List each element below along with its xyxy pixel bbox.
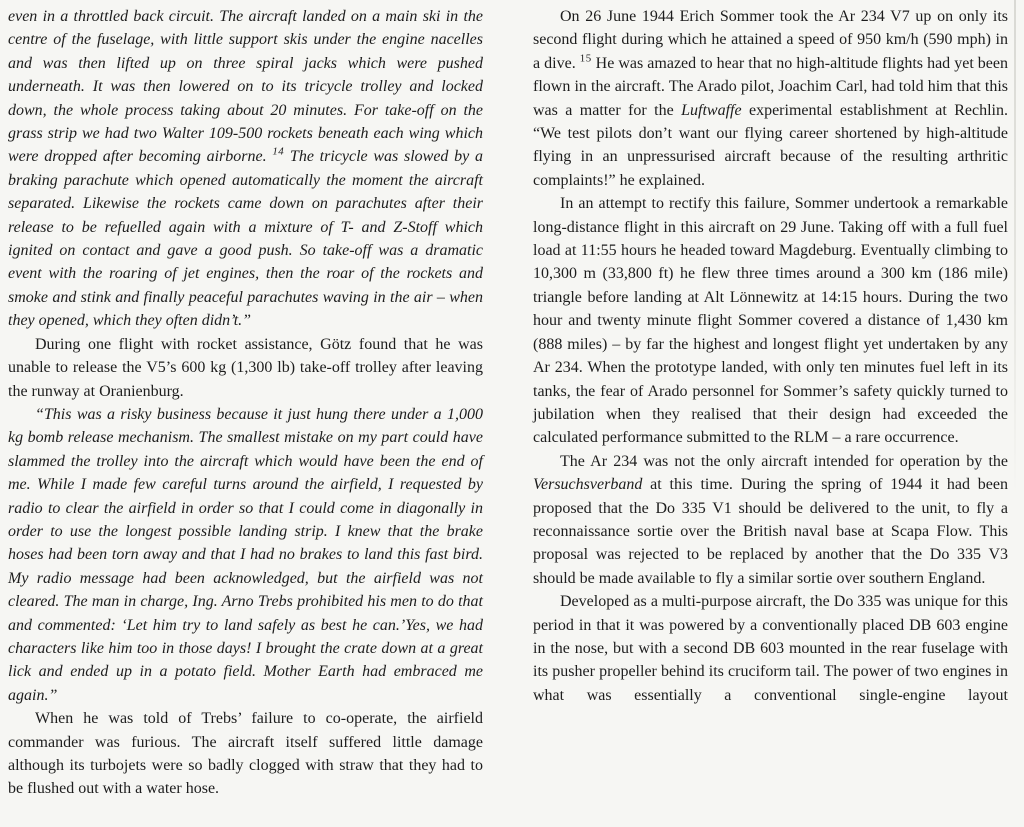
text-run: The tricycle was slowed by a braking parachute which opened automatically the moment the aircraft separated. Likewise the rockets came down on parachutes after their release to be refuelled again with a mixture of T- and Z-Stoff which ignited on contact and gave a good push. So take-off was a dramatic event with the roaring of jet engines, then the roar of the rockets and smoke and stink and finally peaceful parachutes waving in the air – when they opened, which they often didn’t.” bbox=[8, 148, 483, 330]
text-run: Luftwaffe bbox=[681, 101, 742, 119]
text-run: On 26 June 1944 Erich Sommer took the Ar 234 V7 up on only its second flight during which he attained a speed of 950 km/h (590 mph) in a dive. bbox=[533, 8, 1008, 72]
text-run: The Ar 234 was not the only aircraft intended for operation by the bbox=[560, 452, 1008, 470]
footnote-reference: 15 bbox=[579, 52, 592, 65]
paragraph bbox=[8, 707, 483, 801]
paragraph bbox=[533, 192, 1008, 449]
paragraph bbox=[533, 450, 1008, 590]
text-run: Developed as a multi-purpose aircraft, the Do 335 was unique for this period in that it was powered by a conventionally placed DB 603 engine in the nose, but with a second DB 603 mounted in the rear fuselage with its pusher propeller behind its cruciform tail. The power of two engines in what was essentially a conventional single-engine layout bbox=[533, 593, 1008, 704]
paragraph bbox=[8, 333, 483, 403]
paragraph bbox=[533, 5, 1008, 192]
text-run: When he was told of Trebs’ failure to co-operate, the airfield commander was furious. The aircraft itself suffered little damage although its turbojets were so badly clogged with straw that they had to be flushed out with a water hose. bbox=[8, 710, 483, 798]
paragraph bbox=[533, 590, 1008, 707]
text-run: During one flight with rocket assistance, Götz found that he was unable to release the V5’s 600 kg (1,300 lb) take-off trolley after leaving the runway at Oranienburg. bbox=[8, 335, 483, 400]
text-run: at this time. During the spring of 1944 it had been proposed that the Do 335 V1 should be delivered to the unit, to fly a reconnaissance sortie over the British naval base at Scapa Flow. This proposal was rejected to be replaced by another that the Do 335 V3 should be made available to fly a similar sortie over southern England. bbox=[533, 476, 1008, 587]
page-edge-shadow bbox=[1014, 0, 1016, 496]
paragraph bbox=[8, 403, 483, 707]
text-run: In an attempt to rectify this failure, Sommer undertook a remarkable long-distance flight in this aircraft on 29 June. Taking off with a full fuel load at 11:55 hours he headed toward Magdeburg. Eventually climbing to 10,300 m (33,800 ft) he flew three times around a 300 km (186 mile) triangle before landing at Alt Lönnewitz at 14:15 hours. During the two hour and twenty minute flight Sommer covered a distance of 1,430 km (888 miles) – by far the highest and longest flight yet undertaken by any Ar 234. When the prototype landed, with only ten minutes fuel left in its tanks, the fear of Arado personnel for Sommer’s safety quickly turned to jubilation when they realised that their design had exceeded the calculated performance submitted to the RLM – a rare occurrence. bbox=[533, 195, 1008, 447]
footnote-reference: 14 bbox=[272, 146, 285, 159]
column-right bbox=[533, 5, 1008, 827]
text-run: experimental establishment at Rechlin. “We test pilots don’t want our flying career shortened by high-altitude flying in an unpressurised aircraft because of the resulting arthritic complaints!” he explained. bbox=[533, 101, 1009, 189]
text-run: He was amazed to hear that no high-altitude flights had yet been flown in the aircraft. The Arado pilot, Joachim Carl, had told him that this was a matter for the bbox=[533, 54, 1009, 119]
column-left bbox=[8, 5, 483, 827]
paragraph bbox=[8, 5, 483, 333]
text-run: even in a throttled back circuit. The aircraft landed on a main ski in the centre of the fuselage, with little support skis under the engine nacelles and was then lifted up on three spiral jacks which were pushed underneath. It was then lowered on to its tricycle trolley and locked down, the whole process taking about 20 minutes. For take-off on the grass strip we had two Walter 109-500 rockets beneath each wing which were dropped after becoming airborne. bbox=[8, 8, 483, 166]
text-run: Versuchsverband bbox=[533, 476, 643, 494]
text-run: “This was a risky business because it just hung there under a 1,000 kg bomb release mechanism. The smallest mistake on my part could have slammed the trolley into the aircraft which would have been the end of me. While I made few careful turns around the airfield, I requested by radio to clear the airfield in order so that I could come in diagonally in order to use the longest possible landing strip. I knew that the brake hoses had been torn away and that I had no brakes to land this fast bird. My radio message had been acknowledged, but the airfield was not cleared. The man in charge, Ing. Arno Trebs prohibited his men to do that and commented: ‘Let him try to land safely as best he can.’Yes, we had characters like him too in those days! I brought the crate down at a great lick and ended up in a potato field. Mother Earth had embraced me again.” bbox=[8, 405, 483, 704]
